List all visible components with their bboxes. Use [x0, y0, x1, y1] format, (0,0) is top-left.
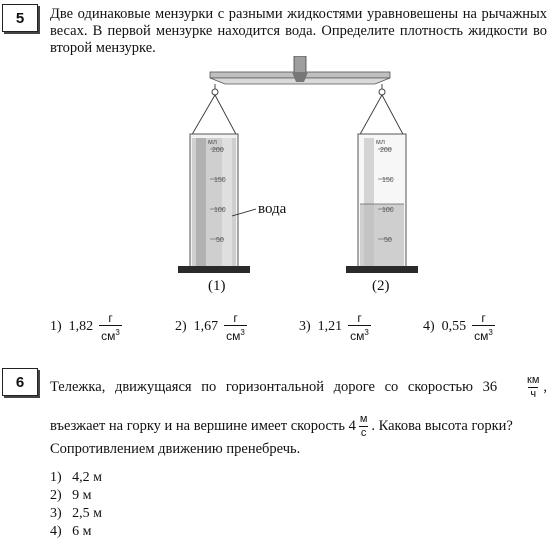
q5-answer-3[interactable] — [299, 312, 371, 342]
water-label: вода — [258, 201, 287, 217]
question-number-5 — [2, 4, 38, 32]
beaker-2-label: (2) — [372, 278, 390, 294]
question-6-line-3: Сопротивлением движению пренебречь. — [50, 441, 301, 457]
q6-line1-punct: , — [543, 379, 547, 395]
unit-numerator: км — [527, 374, 540, 386]
beaker-2 — [346, 134, 418, 273]
balance-beam — [210, 56, 390, 95]
unit-denominator: см — [226, 329, 241, 343]
scale-mark: 150 — [214, 177, 226, 184]
q6-line1-text: Тележка, движущаяся по горизонтальной дороге со скоростью 36 — [50, 379, 498, 395]
unit-numerator: м — [359, 413, 368, 425]
q5-answer-2[interactable] — [175, 312, 247, 342]
unit-fraction — [348, 312, 371, 342]
question-6-line-2 — [50, 414, 547, 439]
balance-figure — [170, 56, 430, 306]
scale-mark: 50 — [384, 237, 392, 244]
q6-option-3[interactable] — [50, 506, 102, 522]
unit-numerator: г — [233, 311, 238, 325]
answer-number: 2) — [175, 319, 187, 334]
q6-line2-text-b: . Какова высота горки? — [371, 418, 513, 434]
unit-fraction — [472, 312, 495, 342]
option-number: 1) — [50, 470, 62, 485]
question-number-label: 5 — [15, 9, 25, 27]
scale-mark: 100 — [214, 207, 226, 214]
answer-value: 0,55 — [441, 319, 467, 334]
scale-mark: 200 — [380, 147, 392, 154]
speed-unit-ms — [358, 414, 370, 439]
unit-denominator: см — [474, 329, 489, 343]
unit-numerator: г — [357, 311, 362, 325]
option-text: 6 м — [72, 524, 92, 539]
unit-exponent: 3 — [115, 328, 120, 337]
beaker-1-label: (1) — [208, 278, 226, 294]
unit-numerator: г — [481, 311, 486, 325]
option-number: 3) — [50, 506, 62, 521]
unit-exponent: 3 — [240, 328, 245, 337]
unit-exponent: 3 — [488, 328, 493, 337]
answer-value: 1,21 — [317, 319, 343, 334]
beaker-1 — [178, 134, 250, 273]
q6-option-4[interactable] — [50, 524, 92, 540]
question-5-text: Две одинаковые мензурки с разными жидкостями уравновешены на рычажных весах. В первой мензурке находится вода. Определите плотность жидкости во второй мензурке. — [50, 6, 547, 56]
answer-number: 4) — [423, 319, 435, 334]
option-text: 9 м — [72, 488, 92, 503]
unit-fraction — [99, 312, 122, 342]
answer-number: 1) — [50, 319, 62, 334]
unit-fraction — [224, 312, 247, 342]
unit-denominator: с — [360, 427, 367, 439]
unit-denominator: см — [101, 329, 116, 343]
unit-exponent: 3 — [364, 328, 369, 337]
unit-denominator: см — [350, 329, 365, 343]
question-number-label: 6 — [15, 373, 25, 391]
answer-value: 1,82 — [68, 319, 94, 334]
option-text: 4,2 м — [72, 470, 103, 485]
question-number-6 — [2, 368, 38, 396]
scale-mark: 200 — [212, 147, 224, 154]
q6-option-1[interactable] — [50, 470, 102, 486]
answer-number: 3) — [299, 319, 311, 334]
q6-option-2[interactable] — [50, 488, 92, 504]
q6-line2-text-a: въезжает на горку и на вершине имеет скорость 4 — [50, 418, 356, 434]
option-text: 2,5 м — [72, 506, 103, 521]
answer-value: 1,67 — [193, 319, 219, 334]
unit-numerator: г — [108, 311, 113, 325]
q5-answer-4[interactable] — [423, 312, 495, 342]
question-6-line-1 — [50, 375, 547, 400]
beaker-unit-label: мл — [376, 139, 385, 146]
option-number: 4) — [50, 524, 62, 539]
option-number: 2) — [50, 488, 62, 503]
beaker-unit-label: мл — [208, 139, 217, 146]
unit-denominator: ч — [530, 388, 537, 400]
scale-mark: 100 — [382, 207, 394, 214]
q5-answer-1[interactable] — [50, 312, 122, 342]
scale-mark: 150 — [382, 177, 394, 184]
speed-unit-kmh — [525, 375, 541, 400]
scale-mark: 50 — [216, 237, 224, 244]
